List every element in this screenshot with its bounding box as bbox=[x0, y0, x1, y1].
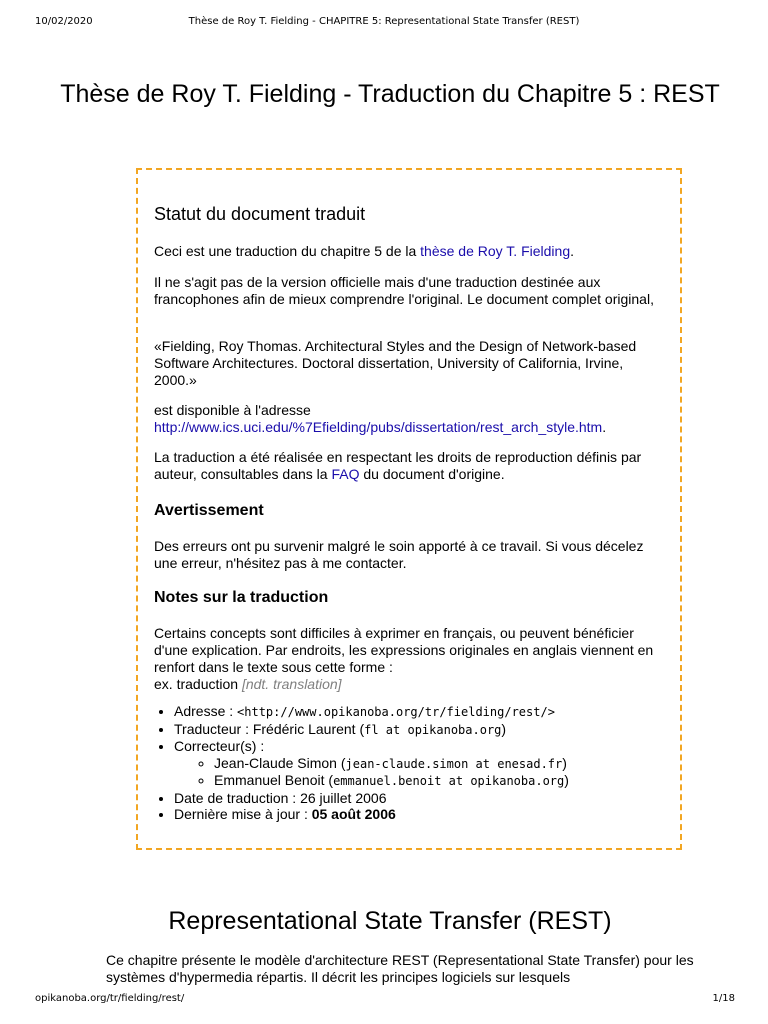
list-item bbox=[174, 790, 654, 807]
status-heading: Statut du document traduit bbox=[154, 204, 366, 224]
print-footer bbox=[0, 993, 768, 1007]
paren: ) bbox=[564, 772, 569, 788]
list-item bbox=[174, 806, 654, 823]
list-item bbox=[174, 721, 654, 739]
status-paragraph-5 bbox=[154, 449, 654, 483]
status-paragraph-2: Il ne s'agit pas de la version officielle mais d'une traduction destinée aux francophones afin de mieux comprendre l'original. Le document complet original, bbox=[154, 274, 654, 307]
notes-heading: Notes sur la traduction bbox=[154, 589, 329, 606]
section-title: Representational State Transfer (REST) bbox=[168, 907, 612, 935]
notes-body: Certains concepts sont difficiles à exprimer en français, ou peuvent bénéficier d'une explication. Par endroits, les expressions originales en anglais viennent en renfort dans le texte sous cette forme : bbox=[154, 625, 654, 675]
status-paragraph-4 bbox=[154, 402, 654, 436]
list-item bbox=[174, 738, 654, 790]
corrector-name: Jean-Claude Simon ( bbox=[214, 754, 346, 771]
corrector-email: jean-claude.simon at enesad.fr bbox=[345, 756, 563, 771]
address-label: Adresse : bbox=[174, 703, 238, 719]
faq-link[interactable]: FAQ bbox=[331, 466, 360, 482]
last-update-label: Dernière mise à jour : bbox=[174, 806, 312, 822]
translation-status-box bbox=[136, 168, 682, 850]
list-item bbox=[214, 755, 654, 773]
original-document-link[interactable]: http://www.ics.uci.edu/%7Efielding/pubs/dissertation/rest_arch_style.htm bbox=[154, 419, 603, 435]
page-title: Thèse de Roy T. Fielding - Traduction du Chapitre 5 : REST bbox=[60, 80, 720, 108]
notes-example: ex. traduction bbox=[154, 676, 242, 692]
list-item bbox=[174, 703, 654, 721]
address-value: <http://www.opikanoba.org/tr/fielding/rest/> bbox=[237, 705, 555, 719]
print-url: opikanoba.org/tr/fielding/rest/ bbox=[35, 993, 185, 1004]
correctors-label: Correcteur(s) : bbox=[174, 738, 265, 754]
last-update-value: 05 août 2006 bbox=[311, 806, 396, 822]
p1-end: . bbox=[570, 243, 575, 259]
status-paragraph-1 bbox=[154, 243, 654, 260]
thesis-link[interactable]: thèse de Roy T. Fielding bbox=[420, 243, 571, 259]
p4-end: . bbox=[602, 419, 607, 435]
p4-text: est disponible à l'adresse bbox=[154, 402, 311, 418]
p5-text: La traduction a été réalisée en respectant les droits de reproduction définis par auteur, consultables dans la bbox=[154, 449, 642, 482]
corrector-name: Emmanuel Benoit ( bbox=[214, 772, 334, 788]
intro-paragraph: Ce chapitre présente le modèle d'architecture REST (Representational State Transfer) pour les systèmes d'hypermedia répartis. Il décrit les principes logiciels sur lesquels bbox=[106, 952, 694, 985]
paren: ) bbox=[501, 720, 507, 737]
list-item bbox=[214, 772, 654, 790]
correctors-list bbox=[174, 755, 654, 790]
print-document-title: Thèse de Roy T. Fielding - CHAPITRE 5: Representational State Transfer (REST) bbox=[188, 16, 580, 27]
ndt-annotation: [ndt. translation] bbox=[241, 676, 342, 692]
print-header bbox=[0, 16, 768, 30]
notes-text bbox=[154, 625, 654, 693]
print-date: 10/02/2020 bbox=[35, 16, 93, 27]
translator-email: fl at opikanoba.org bbox=[364, 722, 502, 737]
translation-date: Date de traduction : 26 juillet 2006 bbox=[174, 789, 387, 806]
corrector-email: emmanuel.benoit at opikanoba.org bbox=[333, 774, 565, 788]
translator-label: Traducteur : Frédéric Laurent ( bbox=[174, 720, 365, 737]
warning-text: Des erreurs ont pu survenir malgré le soin apporté à ce travail. Si vous décelez une erreur, n'hésitez pas à me contacter. bbox=[154, 538, 644, 571]
paren: ) bbox=[562, 754, 567, 771]
p1-text: Ceci est une traduction du chapitre 5 de la bbox=[154, 243, 421, 259]
p5-end: du document d'origine. bbox=[359, 466, 505, 482]
page-number: 1/18 bbox=[712, 993, 735, 1004]
document-metadata-list bbox=[160, 703, 654, 823]
warning-heading: Avertissement bbox=[154, 502, 264, 519]
citation-paragraph: «Fielding, Roy Thomas. Architectural Styles and the Design of Network-based Software Architectures. Doctoral dissertation, University of California, Irvine, 2000.» bbox=[154, 338, 637, 388]
